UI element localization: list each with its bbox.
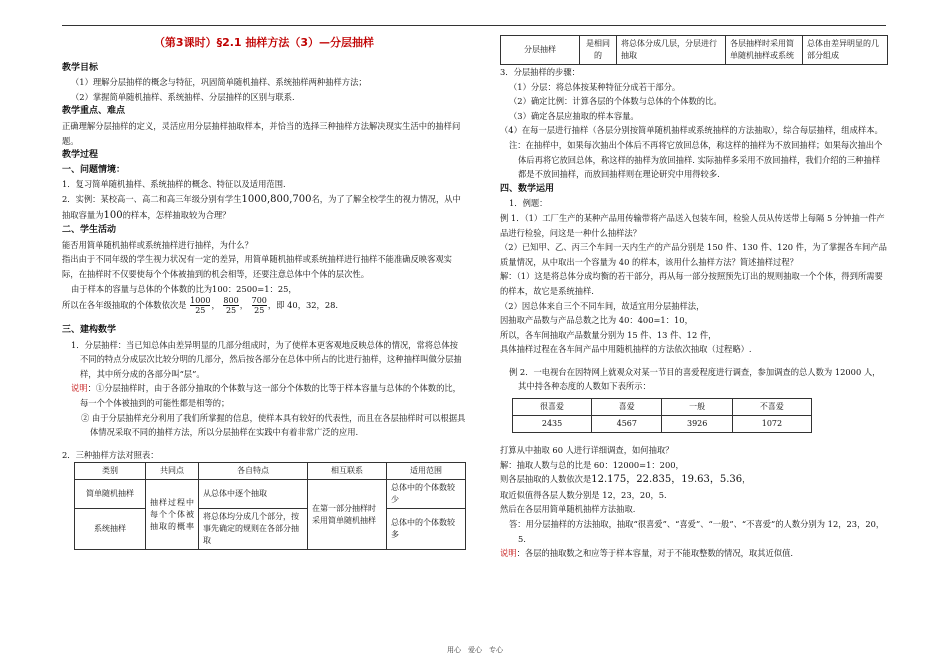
- table-header: 适用范围: [387, 463, 466, 480]
- section-3-heading: 三、建构数学: [62, 325, 117, 336]
- goal-2: （2）掌握简单随机抽样、系统抽样、分层抽样的区别与联系.: [71, 91, 295, 102]
- sampling-note: 注：在抽样中，如果每次抽出个体后不再将它放回总体，称这样的抽样为不放回抽样；如果每次抽出个体后再将它放回总体，称这样的抽样为放回抽样. 实际抽样多采用不放回抽样，我们介绍的三种抽样都是不放回抽样，而放回抽样则在理论研究中用得较多.: [509, 139, 883, 180]
- table-cell: 各层抽样时采用简单随机抽样或系统: [726, 36, 803, 65]
- table-row: [75, 480, 466, 509]
- example-1-q2: （2）已知甲、乙、丙三个车间一天内生产的产品分别是 150 件、130 件、120 件，为了掌握各车间产品质量情况，从中取出一个容量为 40 的样本，该用什么抽样方法？简述抽样过程？: [500, 242, 887, 267]
- s1-paragraph-2: [62, 192, 466, 223]
- comparison-table-continued: [500, 35, 888, 65]
- example-1-q1: 例 1．（1）工厂生产的某种产品用传输带将产品送入包装车间，检验人员从传送带上每隔 5 分钟抽一件产品进行检验，问这是一种什么抽样法？: [500, 212, 885, 238]
- goals-heading: 教学目标: [62, 62, 99, 73]
- example-2-q2: 打算从中抽取 60 人进行详细调查，如何抽取？: [500, 445, 674, 456]
- example-1-a5: 具体抽样过程在各车间产品中用随机抽样的方法依次抽取（过程略）.: [500, 344, 752, 355]
- fraction-grade3: $\frac{700}{25}$: [251, 296, 267, 316]
- s2-paragraph-4: 所以在各年级抽取的个体数依次是 $\frac{1000}{25}$ ， $\frac{800}{25}$ ， $\frac{700}{25}$ ，即 40，32，28.: [62, 296, 339, 316]
- table-cell: 将总体均分成几个部分，按事先确定的规则在各部分抽取: [199, 509, 308, 550]
- section-1-heading: 一、问题情境：: [62, 164, 126, 175]
- survey-header-row: [513, 399, 812, 416]
- table-header-row: [75, 463, 466, 480]
- comparison-table: [74, 462, 466, 550]
- table-cell: 4567: [592, 416, 662, 433]
- table-header: 相互联系: [308, 463, 387, 480]
- table-cell: 系统抽样: [75, 509, 146, 550]
- table-header: 不喜爱: [732, 399, 811, 416]
- example-1-a3: 因抽取产品数与产品总数之比为 40：400=1：10，: [500, 315, 693, 326]
- example-1-a4: 所以，各车间抽取产品数量分别为 15 件、13 件、12 件，: [500, 329, 717, 340]
- step-4: （4）在每一层进行抽样（各层分别按简单随机抽样或系统抽样的方法抽取），综合每层抽样，组成样本。: [500, 125, 883, 136]
- sample-size: 100: [103, 209, 123, 221]
- section-2-heading: 二、学生活动: [62, 225, 117, 236]
- table-header: 类别: [75, 463, 146, 480]
- table-header: 很喜爱: [513, 399, 592, 416]
- table-header: 一般: [662, 399, 732, 416]
- example-2-question: 例 2．一电视台在因特网上就观众对某一节目的喜爱程度进行调查，参加调查的总人数为 12000 人，其中持各种态度的人数如下表所示：: [509, 366, 881, 392]
- example-2-note: 说明：各层的抽取数之和应等于样本容量，对于不能取整数的情况，取其近似值.: [500, 548, 794, 559]
- table-cell-common: 抽样过程中每个个体被抽取的概率: [146, 480, 199, 550]
- goal-1: （1）理解分层抽样的概念与特征，巩固简单随机抽样、系统抽样两种抽样方法；: [71, 77, 367, 88]
- example-2-a5: 答：用分层抽样的方法抽取，抽取“很喜爱”、“喜爱”、“一般”、“不喜爱”的人数分别为 12，23，20，5.: [509, 519, 885, 544]
- s2-paragraph-3: 由于样本的容量与总体的个体数的比为100：2500=1：25，: [71, 283, 297, 294]
- example-1-a1: 解：（1）这是将总体分成均衡的若干部分，再从每一部分按照预先订出的规则抽取一个个体，得到所需要的样本，故它是系统抽样.: [500, 271, 883, 296]
- fraction-grade1: $\frac{1000}{25}$: [190, 296, 211, 316]
- table-cell: 总体中的个体数较多: [387, 509, 466, 550]
- note-label: 说明: [71, 383, 88, 394]
- layer-values: 12.175，22.835，19.63，5.36: [591, 474, 743, 486]
- s1-paragraph-1: 1．复习简单随机抽样、系统抽样的概念、特征以及适用范围.: [62, 179, 286, 190]
- s2-p4-text-a: 所以在各年级抽取的个体数依次是: [62, 300, 187, 311]
- left-column: [62, 30, 466, 550]
- lesson-title: （第3课时）§2.1 抽样方法（3）—分层抽样: [153, 36, 375, 49]
- table-header: 共同点: [146, 463, 199, 480]
- table-cell: 将总体分成几层，分层进行抽取: [617, 36, 726, 65]
- right-column: [500, 30, 888, 561]
- s3-note-1: 说明：①分层抽样时，由于各部分抽取的个体数与这一部分个体数的比等于样本容量与总体的个体数的比，每一个个体被抽到的可能性都是相等的；: [71, 383, 461, 409]
- section-4-heading: 四、数学运用: [500, 183, 555, 194]
- example-2-a3: 取近似值得各层人数分别是 12，23，20，5.: [500, 489, 667, 500]
- step-2: （2）确定比例：计算各层的个体数与总体的个体数的比。: [509, 96, 722, 107]
- survey-value-row: [513, 416, 812, 433]
- process-heading: 教学过程: [62, 150, 99, 161]
- table-cell: 从总体中逐个抽取: [199, 480, 308, 509]
- key-heading: 教学重点、难点: [62, 106, 126, 117]
- table-cell: 总体由差异明显的几部分组成: [803, 36, 888, 65]
- page-footer: 用心 爱心 专心: [447, 646, 503, 654]
- step-3: （3）确定各层应抽取的样本容量。: [509, 110, 639, 121]
- table-header: 喜爱: [592, 399, 662, 416]
- s2-p4-text-b: ，即 40，32，28.: [267, 300, 339, 311]
- table-cell: 1072: [732, 416, 811, 433]
- s1-p2-text-c: 的样本，怎样抽取较为合理？: [122, 209, 231, 220]
- table-cell: 3926: [662, 416, 732, 433]
- table-row: [75, 509, 466, 550]
- example-2-a2: 则各层抽取的人数依次是12.175，22.835，19.63，5.36，: [500, 474, 751, 486]
- s3-table-caption: 2．三种抽样方法对照表：: [62, 449, 159, 460]
- survey-table: [512, 398, 812, 433]
- s1-p2-text-a: 2．实例：某校高一、高二和高三年级分别有学生: [62, 193, 242, 204]
- top-rule: [62, 25, 886, 26]
- table-cell: 简单随机抽样: [75, 480, 146, 509]
- steps-heading: 3．分层抽样的步骤：: [500, 67, 580, 77]
- s2-paragraph-1: 能否用简单随机抽样或系统抽样进行抽样，为什么？: [62, 239, 253, 250]
- s3-definition: 1．分层抽样：当已知总体由差异明显的几部分组成时，为了使样本更客观地反映总体的情况，常将总体按不同的特点分成层次比较分明的几部分，然后按各部分在总体中所占的比进行抽样，这种抽样叫做分层抽样，其中所分成的各部分叫“层”。: [71, 339, 462, 379]
- key-text: 正确理解分层抽样的定义，灵活应用分层抽样抽取样本，并恰当的选择三种抽样方法解决现实生活中的抽样问题。: [62, 120, 461, 146]
- examples-heading: 1．例题：: [509, 198, 548, 209]
- grade-counts: 1000,800,700: [241, 193, 312, 205]
- table-cell: 总体中的个体数较少: [387, 480, 466, 509]
- example-2-a4: 然后在各层用简单随机抽样方法抽取.: [500, 504, 636, 515]
- table-cell: 2435: [513, 416, 592, 433]
- example-2-a1: 解：抽取人数与总的比是 60：12000=1：200，: [500, 459, 684, 470]
- table-cell: 是相同的: [580, 36, 617, 65]
- s3-note-2: ② 由于分层抽样充分利用了我们所掌握的信息，使样本具有较好的代表性，而且在各层抽样时可以根据具体情况采取不同的抽样方法，所以分层抽样在实践中有着非常广泛的应用.: [81, 412, 466, 438]
- note-label: 说明: [500, 548, 517, 559]
- table-header: 各自特点: [199, 463, 308, 480]
- example-1-a2: （2）因总体来自三个不同车间，故适宜用分层抽样法，: [500, 300, 705, 311]
- table-cell: 分层抽样: [501, 36, 580, 65]
- s2-paragraph-2: 指出由于不同年级的学生视力状况有一定的差异，用简单随机抽样或系统抽样进行抽样不能准确反映客观实际，在抽样时不仅要使每个个体被抽到的机会相等，还要注意总体中个体的层次性。: [62, 254, 452, 279]
- s1-p2-text-b: 名，为了了解全校学生的视力情况，从中抽取容量为: [62, 193, 461, 220]
- step-1: （1）分层：将总体按某种特征分成若干部分。: [509, 81, 681, 92]
- table-cell: 在第一部分抽样时采用简单随机抽样: [308, 480, 387, 550]
- table-row: [501, 36, 888, 65]
- fraction-grade2: $\frac{800}{25}$: [223, 296, 239, 316]
